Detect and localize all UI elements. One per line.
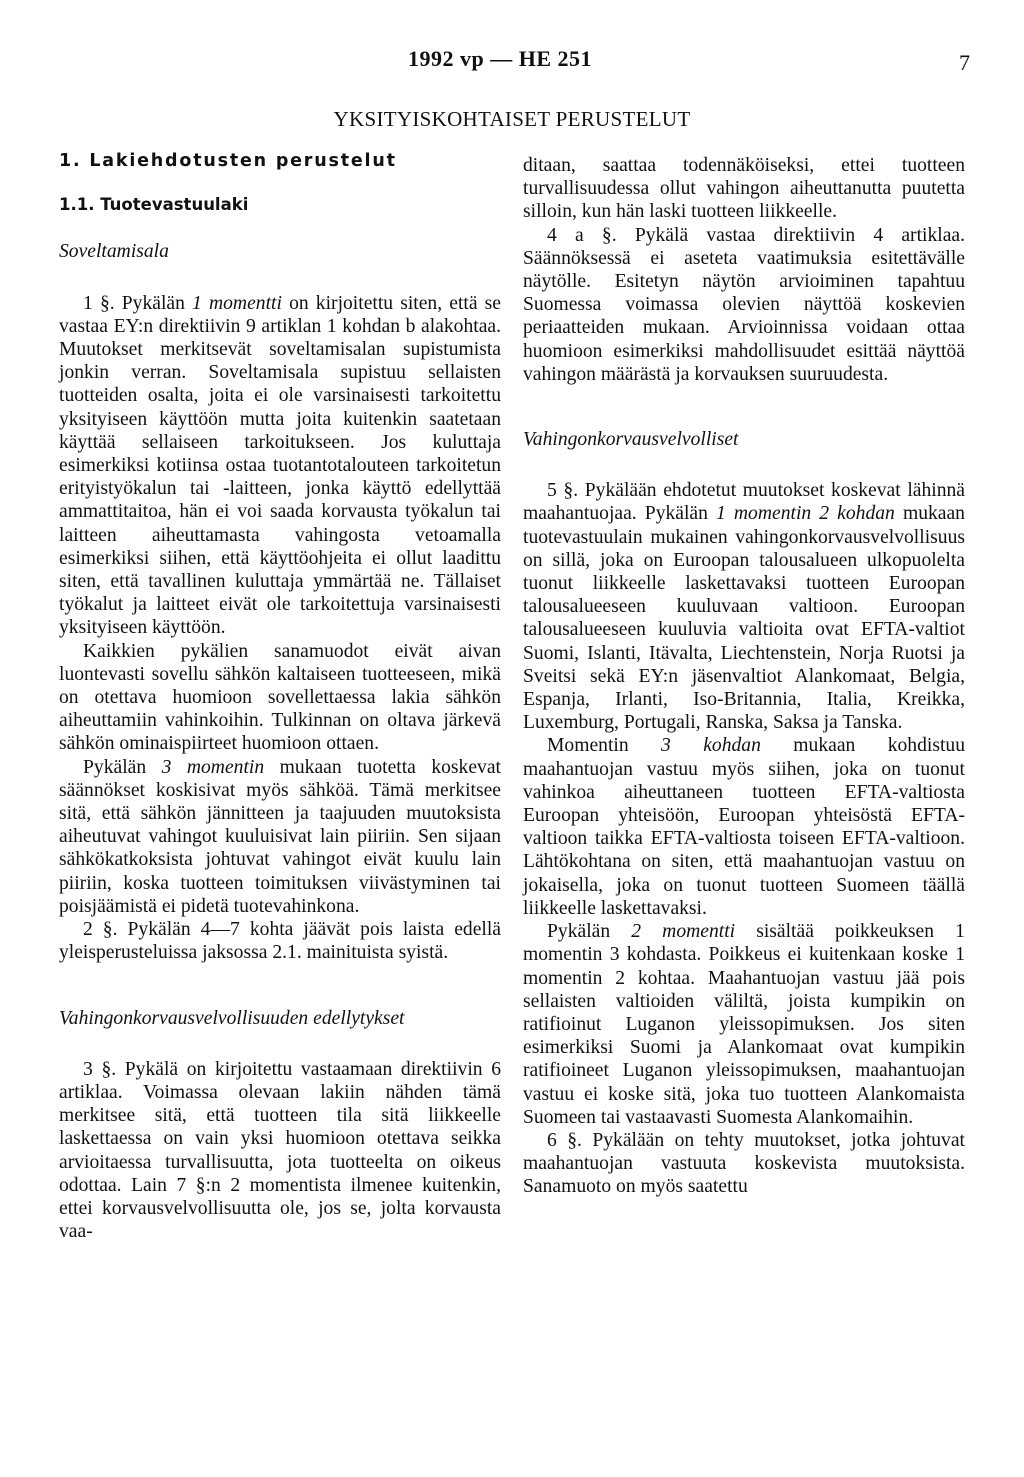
section-heading: 1. Lakiehdotusten perustelut <box>59 151 397 171</box>
page-header <box>0 46 1024 86</box>
text-run: 5 §. Pykälään ehdotetut muutokset koskevat lähinnä maahantuojaa. Pykälän <box>523 480 965 525</box>
emphasis: 1 momentti <box>192 292 282 314</box>
text-run: on kirjoitettu siten, että se vastaa EY:n direktiivin 9 artiklan 1 kohdan b alakohtaa. Muutokset merkitsevät soveltamisalan supistumista jonkin verran. Soveltamisala supistuu sellaisten tuotteiden osalta, joita ei ole varsinaisesti tarkoitettu yksityiseen käyttöön mutta joita kuitenkin saatetaan käyttää sellaiseen tarkoitukseen. Jos kuluttaja esimerkiksi kotiinsa ostaa tuotantotalouteen tarkoitetun erityistyökalun tai -laitteen, jonka käyttö edellyttää ammattitaitoa, hän ei voi saada korvausta työkalun tai laitteen aiheuttamasta vahingosta vetoamalla esimerkiksi siihen, että käyttöohjeita ei ollut laadittu siten, että tavallinen kuluttaja ymmärtää ne. Tällaiset työkalut ja laitteet eivät ole tarkoitettuja varsinaisesti yksityiseen käyttöön. <box>59 292 502 639</box>
text-run: mukaan tuotetta koskevat säännökset koskisivat myös sähköä. Tämä merkitsee sitä, että sähkön jännitteen ja taajuuden muutoksista aiheutuvat vahingot kuuluisivat lain piiriin. Sen sijaan sähkökatkoksista johtuvat vahingot eivät kuulu lain piiriin, koska tuotteen toimituksen viivästyminen tai poisjäämistä ei pidetä tuotevahinkona. <box>59 756 501 917</box>
text-run: 1 §. Pykälän <box>83 292 193 314</box>
emphasis: 3 momentin <box>161 756 265 778</box>
paragraph <box>523 479 965 734</box>
paragraph <box>523 734 965 920</box>
paragraph: 2 §. Pykälän 4—7 kohta jäävät pois laista edellä yleisperusteluissa jaksossa 2.1. mainituista syistä. <box>59 919 501 964</box>
text-run: Pykälän <box>547 921 632 943</box>
subheading-soveltamisala: Soveltamisala <box>59 241 169 263</box>
paragraph <box>59 756 501 918</box>
subheading-edellytykset: Vahingonkorvausvelvollisuuden edellytykset <box>59 1007 405 1029</box>
text-run: Pykälän <box>83 756 162 778</box>
paragraph: Kaikkien pykälien sanamuodot eivät aivan luontevasti sovellu sähkön kaltaiseen tuotteeseen, mikä on otettava huomioon sovellettaessa lakia sähkön aiheuttamiin vahinkoihin. Tulkinnan on oltava järkevä sähkön ominaispiirteet huomioon ottaen. <box>59 640 501 755</box>
paragraph <box>59 292 501 640</box>
text-run: Momentin <box>547 735 662 757</box>
text-run: mukaan kohdistuu maahantuojan vastuu myös siihen, joka on tuonut vahinkoa aiheuttaneen tuotteen EFTA-valtiosta Euroopan yhteisöön, Euroopan yhteisöstä EFTA-valtioon taikka EFTA-valtiosta toiseen EFTA-valtioon. Lähtökohtana on siten, että maahantuojan vastuu on jokaisella, joka on tuonut tuotteen Suomeen täällä liikkeelle laskettavaksi. <box>523 735 965 919</box>
left-column <box>59 146 501 1243</box>
emphasis: 2 momentti <box>631 921 736 943</box>
page-number: 7 <box>959 50 970 75</box>
running-title: 1992 vp — HE 251 <box>408 46 593 71</box>
text-run: mukaan tuotevastuulain mukainen vahingonkorvausvelvollisuus on sillä, joka on Euroopan talousalueen ulkopuolelta tuonut liikkeelle laskettavaksi tuotteen Euroopan talousalueeseen kuuluvaan valtioon. Euroopan talousalueeseen kuuluvia valtioita ovat EFTA-valtiot Suomi, Islanti, Itävalta, Liechtenstein, Norja Ruotsi ja Sveitsi sekä EY:n jäsenvaltiot Alankomaat, Belgia, Espanja, Irlanti, Iso-Britannia, Italia, Kreikka, Luxemburg, Portugali, Ranska, Saksa ja Tanska. <box>523 503 965 734</box>
subheading-vahingonkorvausvelvolliset: Vahingonkorvausvelvolliset <box>523 429 739 451</box>
subsection-heading: 1.1. Tuotevastuulaki <box>59 195 249 215</box>
emphasis: 1 momentin 2 kohdan <box>716 503 895 525</box>
emphasis: 3 kohdan <box>661 735 761 757</box>
document-heading: YKSITYISKOHTAISET PERUSTELUT <box>333 107 691 131</box>
paragraph: ditaan, saattaa todennäköiseksi, ettei tuotteen turvallisuudessa ollut vahingon aiheuttanutta puutetta silloin, kun hän laski tuotteen liikkeelle. <box>523 155 965 223</box>
paragraph <box>523 920 965 1129</box>
paragraph: 4 a §. Pykälä vastaa direktiivin 4 artiklaa. Säännöksessä ei aseteta vaatimuksia esitettävälle näytölle. Esitetyn näytön arvioiminen tapahtuu Suomessa voimassa olevien näyttöä koskevien periaatteiden mukaan. Arvioinnissa voidaan ottaa huomioon esimerkiksi mahdollisuudet esittää näyttöä vahingon määrästä ja korvauksen suuruudesta. <box>523 224 965 385</box>
paragraph: 6 §. Pykälään on tehty muutokset, jotka johtuvat maahantuojan vastuuta koskevista muutoksista. Sanamuoto on myös saatettu <box>523 1129 965 1198</box>
right-column <box>523 154 965 1199</box>
text-run: sisältää poikkeuksen 1 momentin 3 kohdasta. Poikkeus ei kuitenkaan koske 1 momentin 2 kohtaa. Maahantuojan vastuu jää pois sellaisten valtioiden väliltä, joista kumpikin on ratifioinut Luganon yleissopimuksen. Jos siten esimerkiksi Suomi ja Alankomaat ovat kumpikin ratifioineet Luganon yleissopimuksen, maahantuojan vastuu ei koske sitä, joka tuo tuotteen Alankomaista Suomeen tai vastaavasti Suomesta Alankomaihin. <box>523 921 965 1128</box>
paragraph: 3 §. Pykälä on kirjoitettu vastaamaan direktiivin 6 artiklaa. Voimassa olevaan lakiin nähden tämä merkitsee sitä, että tuotteen tila sitä liikkeelle laskettaessa on vain yksi huomioon otettava seikka arvioitaessa turvallisuutta, jota tuotteelta on oikeus odottaa. Lain 7 §:n 2 momentista ilmenee kuitenkin, ettei korvausvelvollisuutta ole, jos se, jolta korvausta vaa- <box>59 1058 501 1243</box>
